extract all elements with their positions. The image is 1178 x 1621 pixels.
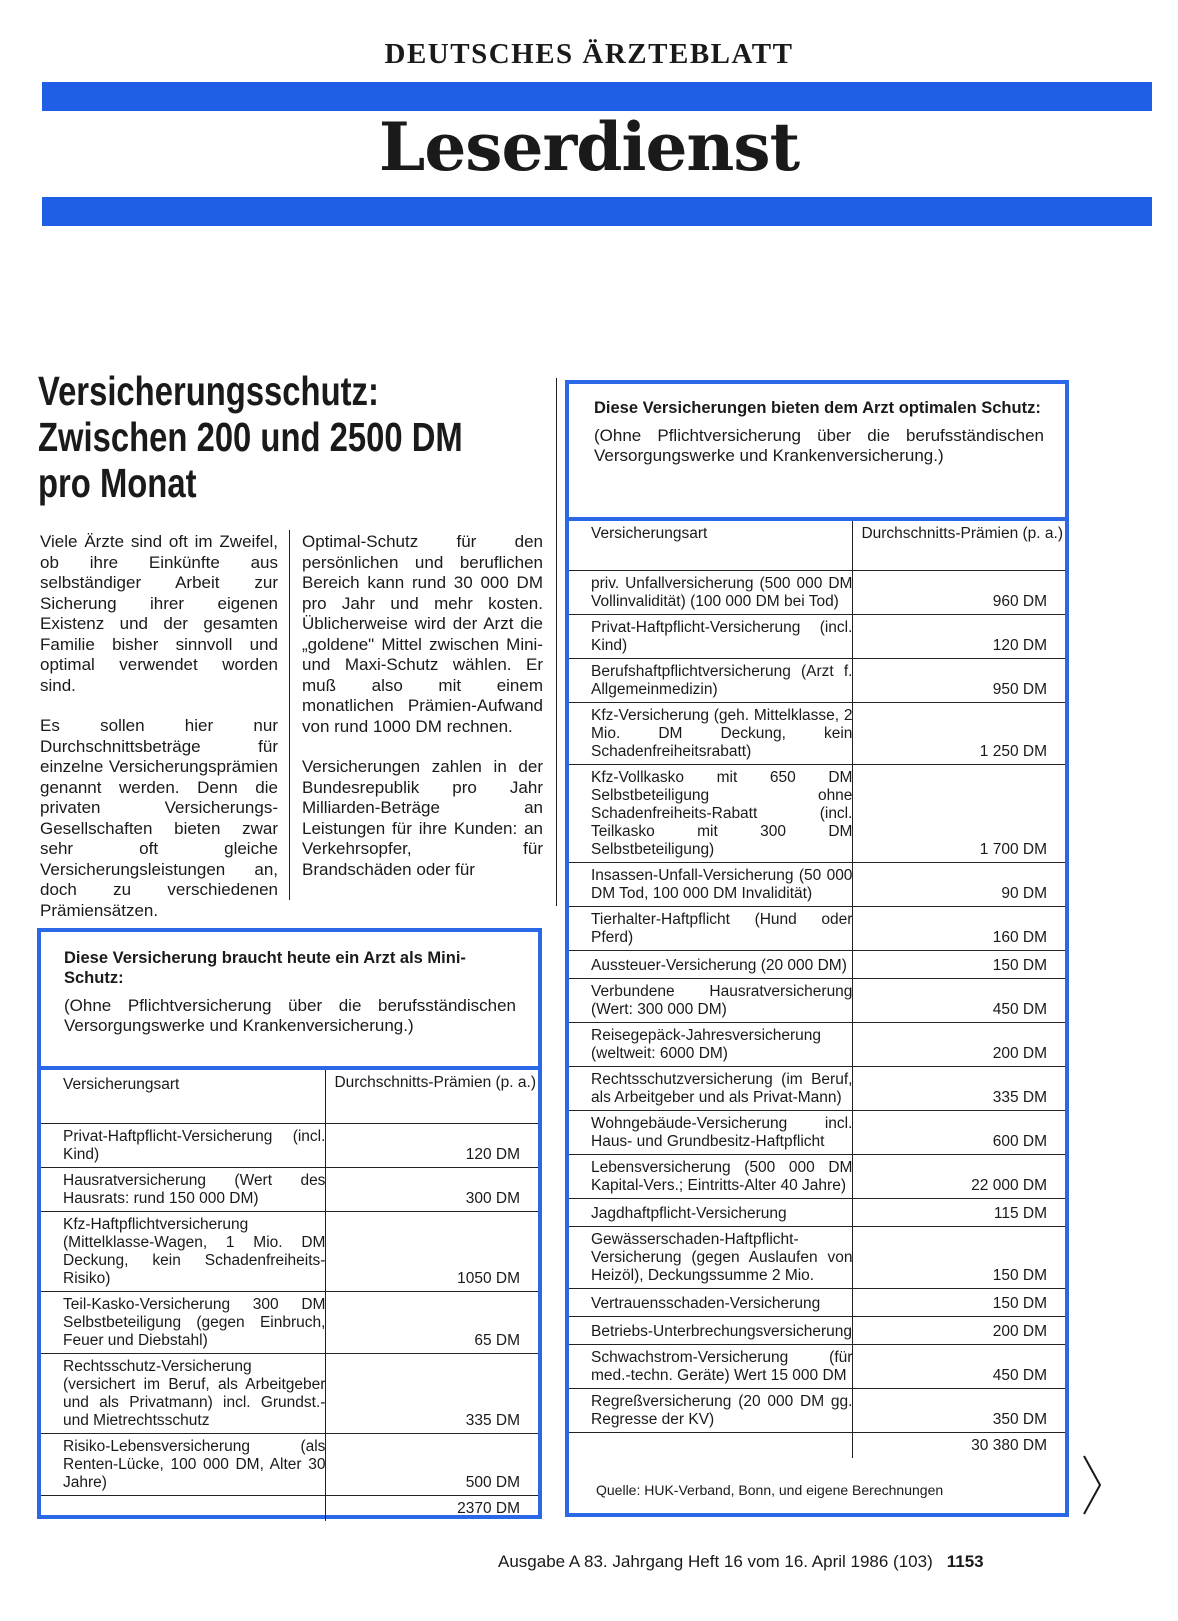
table-row [569, 1067, 1065, 1111]
publication-name: DEUTSCHES ÄRZTEBLATT [384, 38, 794, 70]
table-header-row [569, 521, 1065, 571]
premium-amount: 1050 DM [326, 1212, 538, 1292]
insurance-type: Privat-Haftpflicht-Versicherung (incl. Kind) [569, 615, 853, 659]
mini-box-title: Diese Versicherung braucht heute ein Arzt als Mini-Schutz: [64, 949, 466, 987]
premium-amount: 450 DM [853, 1345, 1065, 1389]
optimal-box-intro [594, 398, 1044, 466]
insurance-type: Jagdhaftpflicht-Versicherung [569, 1199, 853, 1227]
table-row [41, 1434, 538, 1496]
insurance-type: Kfz-Versicherung (geh. Mittelklasse, 2 Mio. DM Deckung, kein Schadenfreiheitsrabatt) [569, 703, 853, 765]
table-row [569, 1289, 1065, 1317]
table-row [569, 1023, 1065, 1067]
total-row [569, 1433, 1065, 1459]
table-row [41, 1124, 538, 1168]
insurance-type: Gewässerschaden-Haftpflicht-Versicherung (gegen Auslaufen von Heizöl), Deckungssumme 2 Mio. [569, 1227, 853, 1289]
article-column-2 [302, 532, 543, 900]
premium-amount: 150 DM [853, 1289, 1065, 1317]
mini-insurance-table [41, 1070, 538, 1521]
insurance-type: Rechtsschutz-Versicherung (versichert im Beruf, als Arbeitgeber und als Privatmann) incl. Grundst.- und Mietrechtsschutz [41, 1354, 326, 1434]
insurance-type: Aussteuer-Versicherung (20 000 DM) [569, 951, 853, 979]
premium-amount: 65 DM [326, 1292, 538, 1354]
table-row [569, 907, 1065, 951]
premium-amount: 450 DM [853, 979, 1065, 1023]
premium-amount: 1 700 DM [853, 765, 1065, 863]
insurance-type: Schwachstrom-Versicherung (für med.-techn. Geräte) Wert 15 000 DM [569, 1345, 853, 1389]
table-row [569, 1345, 1065, 1389]
insurance-type: priv. Unfallversicherung (500 000 DM Vollinvalidität) (100 000 DM bei Tod) [569, 571, 853, 615]
table-row [569, 615, 1065, 659]
premium-amount: 150 DM [853, 1227, 1065, 1289]
insurance-type: Tierhalter-Haftpflicht (Hund oder Pferd) [569, 907, 853, 951]
table-row [569, 571, 1065, 615]
insurance-type: Rechtsschutzversicherung (im Beruf, als Arbeitgeber und als Privat-Mann) [569, 1067, 853, 1111]
table-row [569, 1111, 1065, 1155]
paragraph: Versicherungen zahlen in der Bundesrepublik pro Jahr Milliarden-Beträge an Leistungen für ihre Kunden: an Verkehrsopfer, für Brandschäden oder für [302, 757, 543, 879]
premium-amount: 600 DM [853, 1111, 1065, 1155]
page-number: 1153 [946, 1552, 984, 1571]
table-row [569, 1199, 1065, 1227]
premium-amount: 115 DM [853, 1199, 1065, 1227]
headline-line: pro Monat [38, 460, 197, 506]
insurance-type: Privat-Haftpflicht-Versicherung (incl. Kind) [41, 1124, 326, 1168]
premium-amount: 950 DM [853, 659, 1065, 703]
column-header-type: Versicherungsart [569, 521, 853, 571]
table-row [569, 703, 1065, 765]
premium-amount: 120 DM [326, 1124, 538, 1168]
table-row [41, 1168, 538, 1212]
total-row [41, 1496, 538, 1522]
premium-amount: 1 250 DM [853, 703, 1065, 765]
column-header-premium: Durchschnitts-Prämien (p. a.) [853, 521, 1065, 571]
premium-amount: 335 DM [853, 1067, 1065, 1111]
blue-rule-top [42, 82, 1152, 111]
edition-info: Ausgabe A 83. Jahrgang Heft 16 vom 16. April 1986 (103) [498, 1552, 933, 1571]
insurance-type: Vertrauensschaden-Versicherung [569, 1289, 853, 1317]
insurance-type: Regreßversicherung (20 000 DM gg. Regresse der KV) [569, 1389, 853, 1433]
premium-amount: 150 DM [853, 951, 1065, 979]
premium-amount: 335 DM [326, 1354, 538, 1434]
table-row [569, 659, 1065, 703]
section-title: Leserdienst [378, 108, 800, 186]
premium-amount: 200 DM [853, 1023, 1065, 1067]
headline-line: Versicherungsschutz: [38, 368, 379, 414]
insurance-type: Verbundene Hausratversicherung (Wert: 300 000 DM) [569, 979, 853, 1023]
page-footer [498, 1552, 984, 1572]
premium-amount: 500 DM [326, 1434, 538, 1496]
insurance-type: Berufshaftpflichtversicherung (Arzt f. Allgemeinmedizin) [569, 659, 853, 703]
headline-line: Zwischen 200 und 2500 DM [38, 414, 463, 460]
table-row [569, 765, 1065, 863]
column-divider [289, 530, 290, 900]
table-row [569, 863, 1065, 907]
total-amount: 30 380 DM [853, 1433, 1065, 1459]
table-row [569, 1155, 1065, 1199]
optimal-box-title: Diese Versicherungen bieten dem Arzt optimalen Schutz: [594, 399, 1041, 417]
table-row [569, 979, 1065, 1023]
insurance-type: Wohngebäude-Versicherung incl. Haus- und Grundbesitz-Haftpflicht [569, 1111, 853, 1155]
column-header-type: Versicherungsart [41, 1070, 326, 1124]
insurance-type: Hausratversicherung (Wert des Hausrats: rund 150 000 DM) [41, 1168, 326, 1212]
optimal-box-note: (Ohne Pflichtversicherung über die berufsständischen Versorgungswerke und Krankenversicherung.) [594, 426, 1044, 465]
source-note: Quelle: HUK-Verband, Bonn, und eigene Berechnungen [596, 1482, 944, 1498]
optimal-insurance-table [569, 521, 1065, 1458]
premium-amount: 300 DM [326, 1168, 538, 1212]
insurance-type: Kfz-Vollkasko mit 650 DM Selbstbeteiligung ohne Schadenfreiheits-Rabatt (incl. Teilkasko mit 300 DM Selbstbeteiligung) [569, 765, 853, 863]
premium-amount: 200 DM [853, 1317, 1065, 1345]
table-row [41, 1292, 538, 1354]
total-amount: 2370 DM [326, 1496, 538, 1522]
premium-amount: 160 DM [853, 907, 1065, 951]
insurance-type: Lebensversicherung (500 000 DM Kapital-Vers.; Eintritts-Alter 40 Jahre) [569, 1155, 853, 1199]
premium-amount: 22 000 DM [853, 1155, 1065, 1199]
premium-amount: 120 DM [853, 615, 1065, 659]
page-divider [556, 378, 557, 906]
table-row [41, 1212, 538, 1292]
paragraph: Optimal-Schutz für den persönlichen und beruflichen Bereich kann rund 30 000 DM pro Jahr und mehr kosten. Üblicherweise wird der Arzt die „goldene" Mittel zwischen Mini- und Maxi-Schutz wählen. Er muß also mit einem monatlichen Prämien-Aufwand von rund 1000 DM rechnen. [302, 532, 543, 736]
insurance-type: Risiko-Lebensversicherung (als Renten-Lücke, 100 000 DM, Alter 30 Jahre) [41, 1434, 326, 1496]
paragraph: Es sollen hier nur Durchschnittsbeträge für einzelne Versicherungsprämien genannt werden. Denn die privaten Versicherungs-Gesellschaften bieten zwar sehr oft gleiche Versicherungsleistungen an, doch zu verschiedenen Prämiensätzen. [40, 716, 278, 920]
mini-box-note: (Ohne Pflichtversicherung über die berufsständischen Versorgungswerke und Krankenversicherung.) [64, 996, 516, 1035]
column-header-premium: Durchschnitts-Prämien (p. a.) [326, 1070, 538, 1124]
blue-rule-bottom [42, 197, 1152, 226]
insurance-type: Betriebs-Unterbrechungsversicherung [569, 1317, 853, 1345]
insurance-type: Teil-Kasko-Versicherung 300 DM Selbstbeteiligung (gegen Einbruch, Feuer und Diebstahl) [41, 1292, 326, 1354]
continue-arrow-icon [1082, 1454, 1102, 1516]
table-row [41, 1354, 538, 1434]
total-label-cell [569, 1433, 853, 1459]
article-headline [38, 368, 558, 506]
insurance-type: Insassen-Unfall-Versicherung (50 000 DM Tod, 100 000 DM Invalidität) [569, 863, 853, 907]
insurance-type: Reisegepäck-Jahresversicherung (weltweit: 6000 DM) [569, 1023, 853, 1067]
table-header-row [41, 1070, 538, 1124]
total-label-cell [41, 1496, 326, 1522]
table-row [569, 1227, 1065, 1289]
paragraph: Viele Ärzte sind oft im Zweifel, ob ihre Einkünfte aus selbständiger Arbeit zur Sicherung ihrer eigenen Existenz und der gesamten Familie bisher sinnvoll und optimal verwendet worden sind. [40, 532, 278, 695]
premium-amount: 90 DM [853, 863, 1065, 907]
article-column-1 [40, 532, 278, 941]
premium-amount: 960 DM [853, 571, 1065, 615]
insurance-type: Kfz-Haftpflichtversicherung (Mittelklasse-Wagen, 1 Mio. DM Deckung, kein Schadenfreiheits-Risiko) [41, 1212, 326, 1292]
table-row [569, 1389, 1065, 1433]
table-row [569, 951, 1065, 979]
mini-box-intro [64, 948, 516, 1036]
table-row [569, 1317, 1065, 1345]
premium-amount: 350 DM [853, 1389, 1065, 1433]
